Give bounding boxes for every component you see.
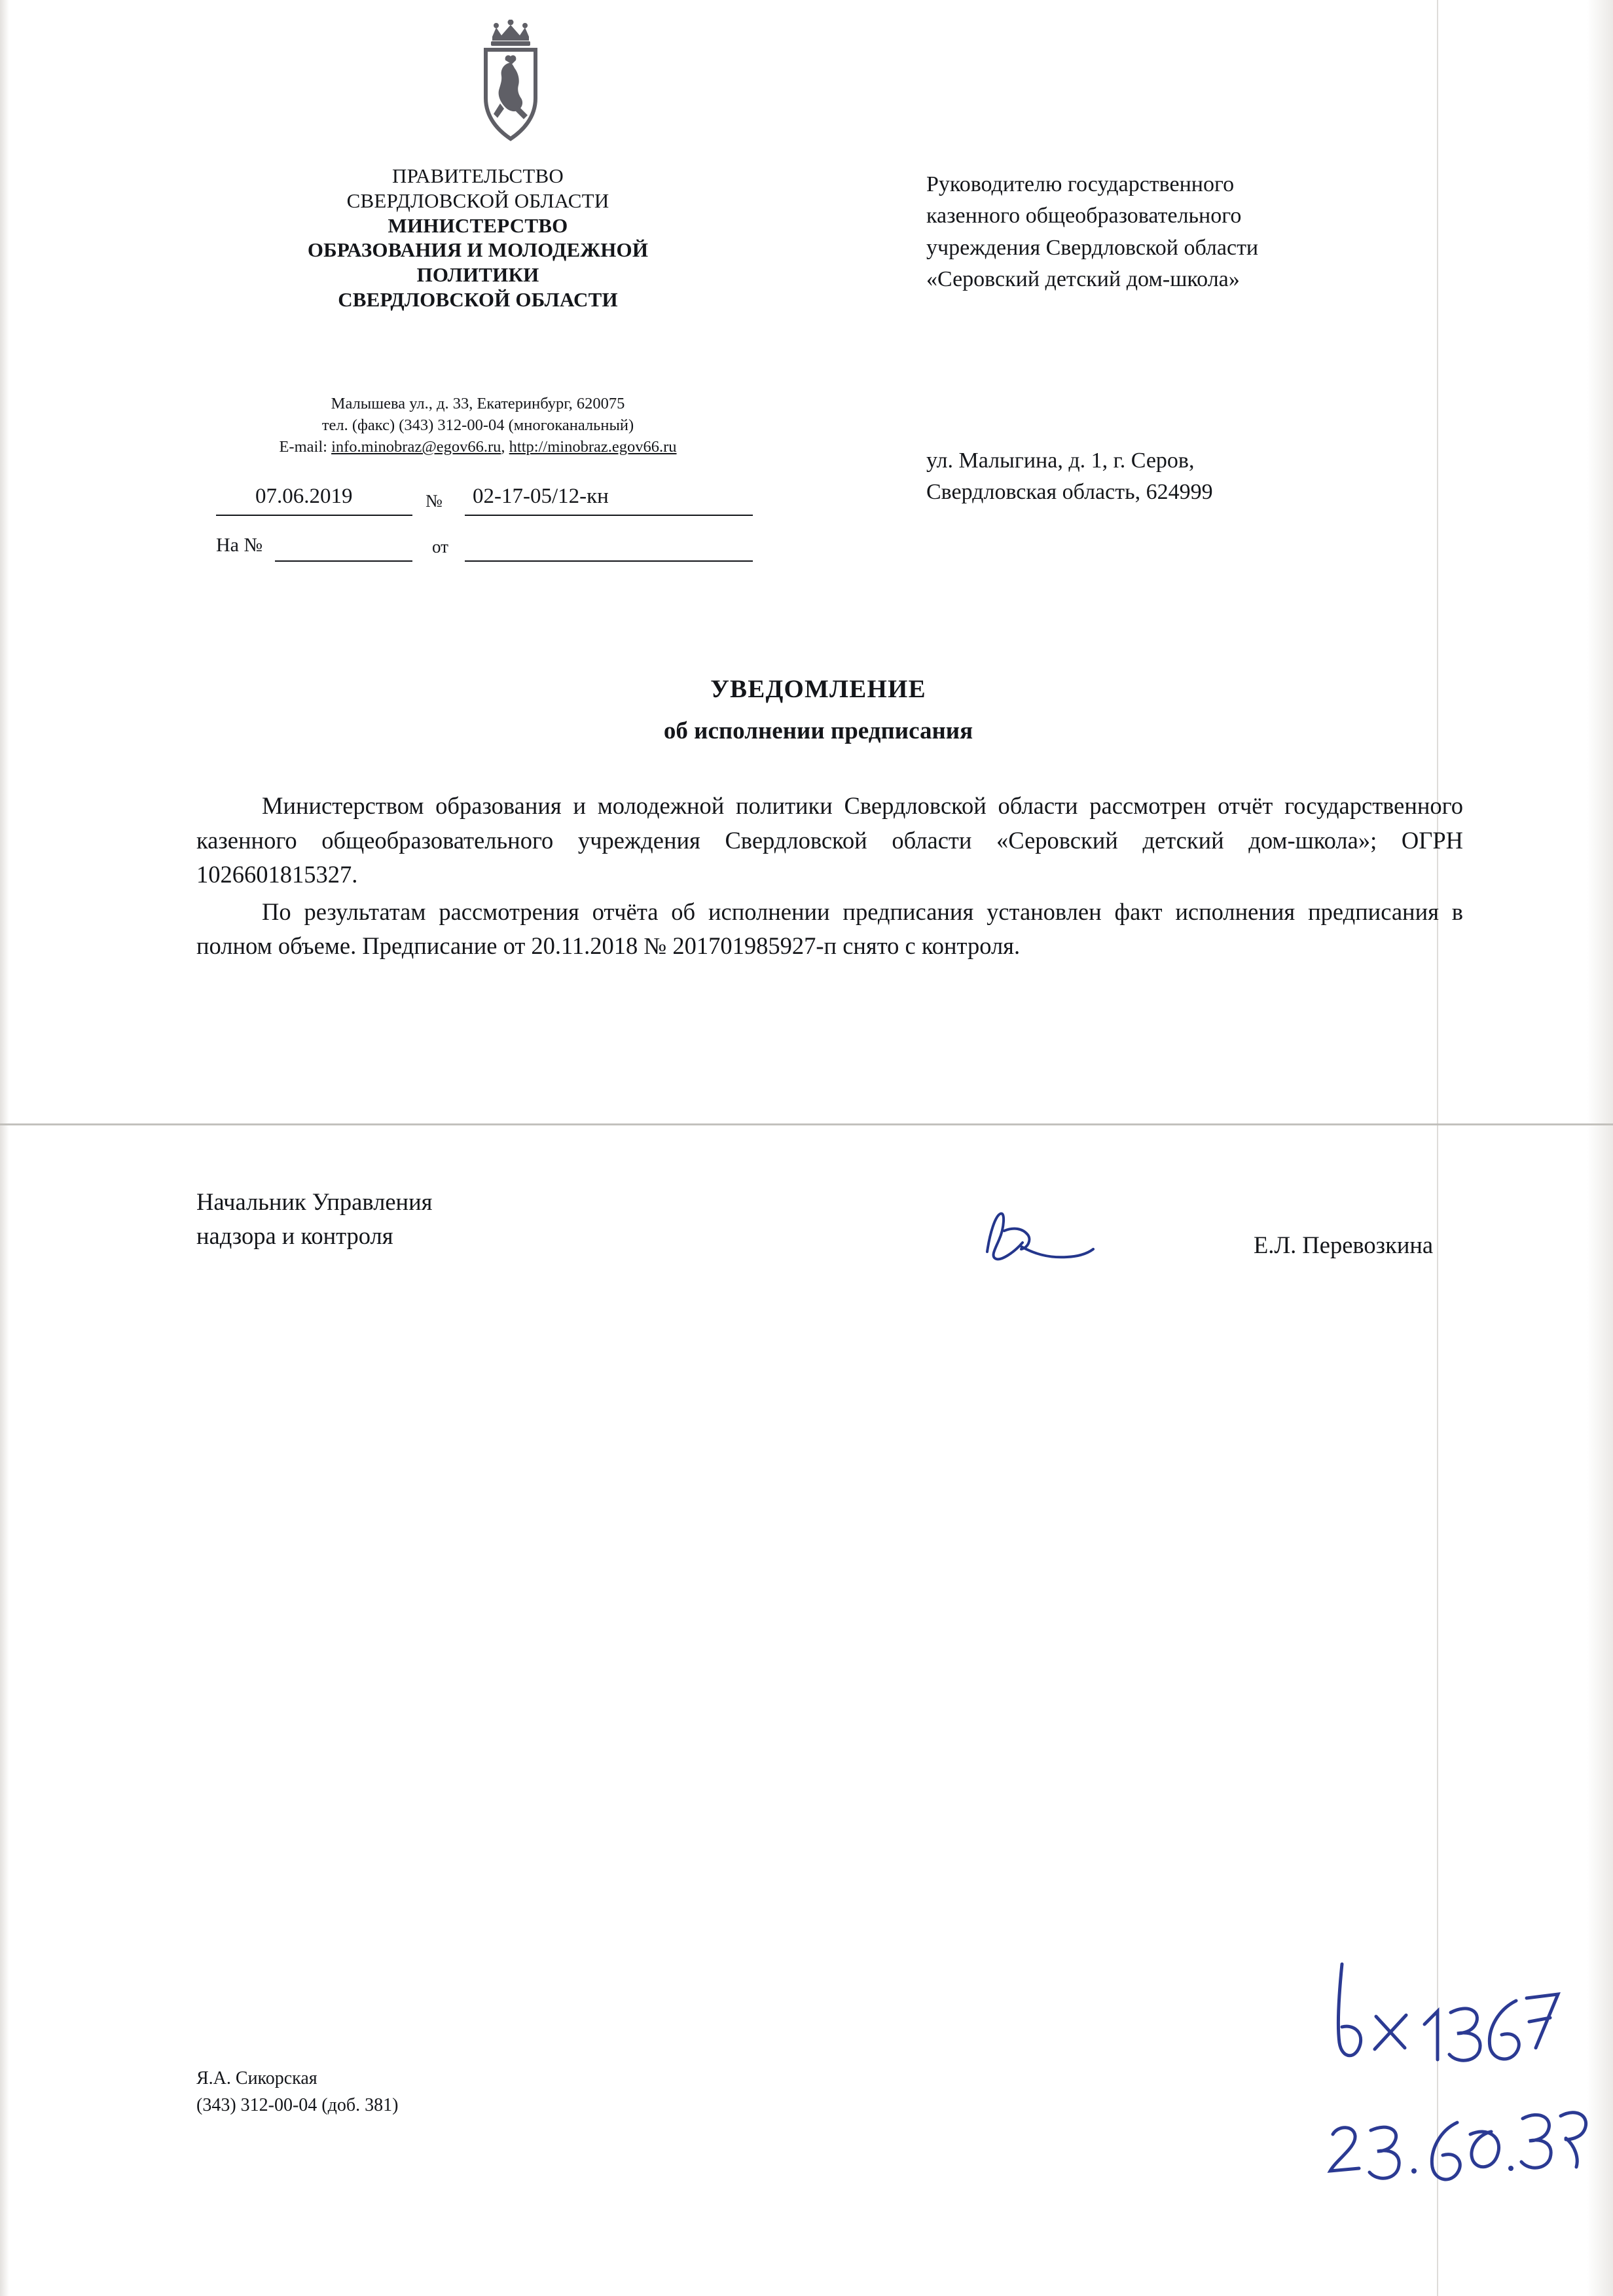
contact-email-label: E-mail: (279, 438, 332, 456)
letterhead-line-5: ПОЛИТИКИ (416, 263, 539, 287)
contact-email-link[interactable]: info.minobraz@egov66.ru (331, 438, 501, 456)
scan-edge-left (0, 0, 9, 2296)
address-line-1: ул. Малыгина, д. 1, г. Серов, (926, 448, 1195, 473)
registration-date-row (216, 484, 825, 524)
addressee-line-1: Руководителю государственного (926, 172, 1235, 196)
registration-date: 07.06.2019 (255, 484, 353, 508)
on-reference-rule (275, 560, 412, 562)
letterhead-line-3: МИНИСТЕРСТВО (388, 213, 568, 237)
body-paragraph-2: По результатам рассмотрения отчёта об исполнении предписания установлен факт исполнения предписания в полном объеме. Предписание от 20.11.2018 № 201701985927-п снято с контроля. (196, 898, 1463, 960)
contact-site-link[interactable]: http://minobraz.egov66.ru (509, 438, 677, 456)
signer-name: Е.Л. Перевозкина (1254, 1231, 1434, 1258)
contact-address: Малышева ул., д. 33, Екатеринбург, 620075 (331, 395, 625, 412)
addressee-line-2: казенного общеобразовательного (926, 204, 1242, 228)
address-line-2: Свердловская область, 624999 (926, 480, 1213, 505)
signer-position (196, 1185, 432, 1253)
addressee-block (926, 169, 1548, 295)
page-subtitle: об исполнении предписания (663, 718, 973, 744)
letterhead-contacts (216, 393, 740, 458)
scan-crease-line (0, 1123, 1613, 1125)
letterhead-line-1: ПРАВИТЕЛЬСТВО (392, 164, 564, 187)
addressee-line-4: «Серовский детский дом-школа» (926, 266, 1240, 291)
letterhead-line-4: ОБРАЗОВАНИЯ И МОЛОДЕЖНОЙ (307, 238, 649, 262)
letterhead-line-6: СВЕРДЛОВСКОЙ ОБЛАСТИ (338, 288, 618, 312)
contact-phone: тел. (факс) (343) 312-00-04 (многоканальный) (321, 416, 634, 435)
document-body (196, 789, 1463, 964)
body-paragraph-1: Министерством образования и молодежной политики Свердловской области рассмотрен отчёт государственного казенного общеобразовательного учреждения Свердловской области «Серовский детский дом-школа»; ОГРН 1026601815327. (196, 792, 1463, 888)
executor-name: Я.А. Сикорская (196, 2068, 317, 2088)
date-rule (216, 515, 412, 516)
letterhead-title (216, 164, 740, 312)
addressee-line-3: учреждения Свердловской области (926, 235, 1259, 260)
addressee-postal-address (926, 445, 1548, 509)
from-label: от (432, 537, 448, 556)
coat-of-arms-icon (471, 20, 550, 144)
number-rule (465, 515, 753, 516)
contact-email-line (216, 436, 740, 458)
executor-phone: (343) 312-00-04 (доб. 381) (196, 2094, 399, 2115)
registration-number: 02-17-05/12-кн (473, 484, 609, 508)
handwritten-incoming-note (1322, 1938, 1597, 2213)
executor-block (196, 2066, 398, 2119)
letterhead-line-2: СВЕРДЛОВСКОЙ ОБЛАСТИ (346, 189, 609, 212)
from-rule (465, 560, 753, 562)
on-reference-row (216, 532, 825, 571)
contact-separator: , (501, 438, 509, 456)
page-title: УВЕДОМЛЕНИЕ (710, 675, 926, 703)
signer-position-line-2: надзора и контроля (196, 1222, 393, 1249)
number-sign: № (426, 491, 443, 511)
signer-position-line-1: Начальник Управления (196, 1188, 433, 1215)
on-reference-label: На № (216, 534, 263, 556)
handwritten-signature-icon (975, 1205, 1119, 1277)
